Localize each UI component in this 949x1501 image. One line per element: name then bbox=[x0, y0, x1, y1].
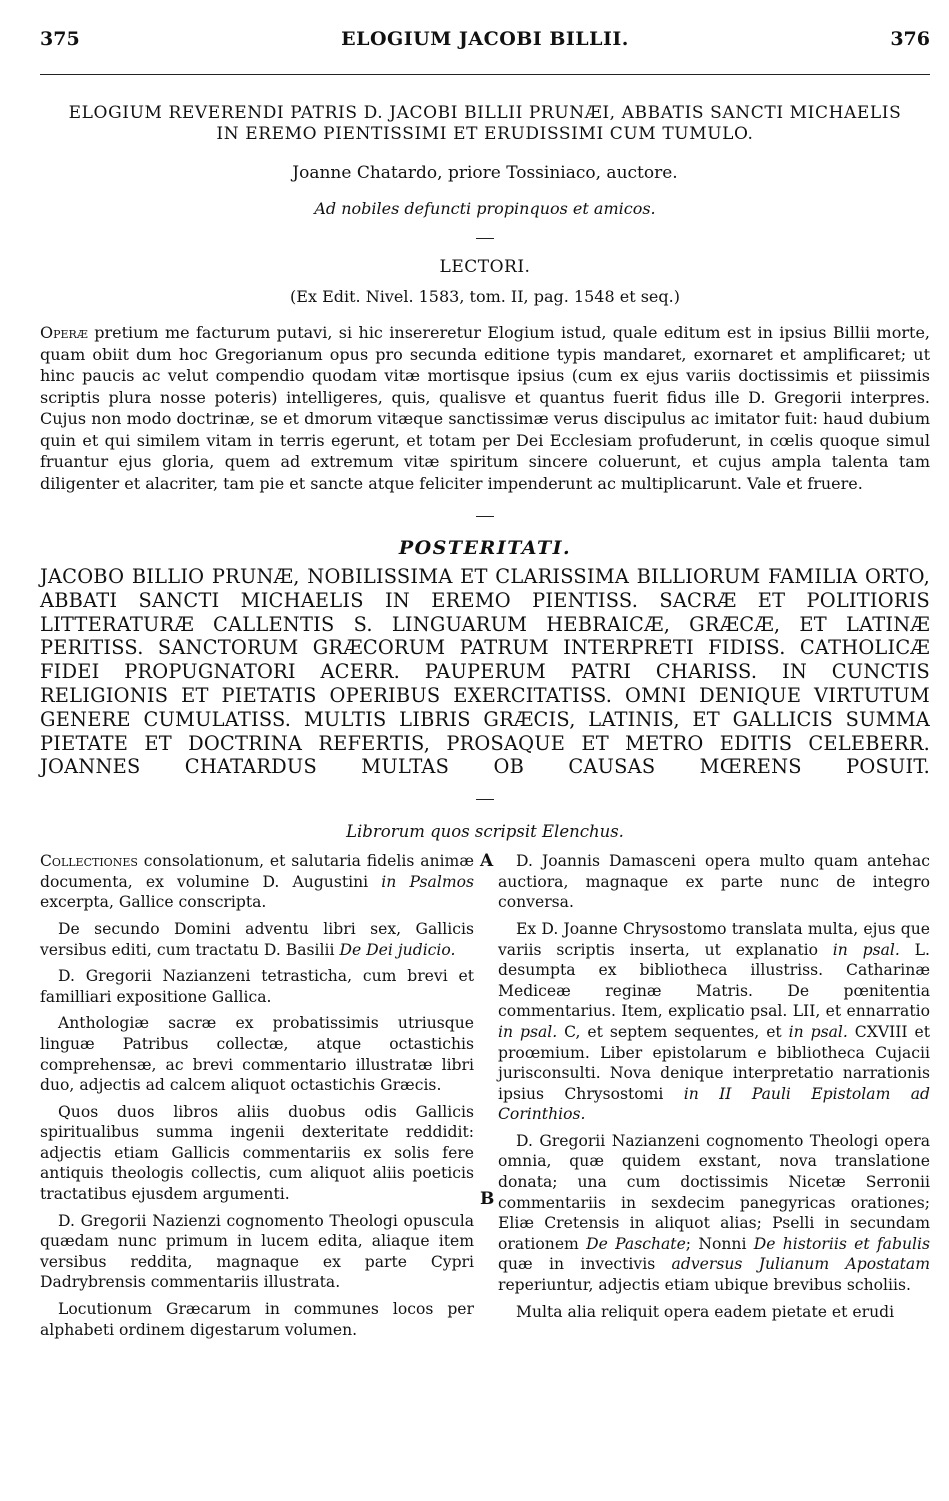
item-text: CXVIII et proœmium. Liber epistolarum e bibliotheca Cujacii jurisconsulti. Nova denique interpretatio narrationis ipsius Chrysostomi bbox=[498, 1022, 930, 1103]
list-item bbox=[498, 919, 930, 1125]
header-rule bbox=[40, 74, 930, 75]
preface-paragraph bbox=[40, 322, 930, 494]
right-column bbox=[498, 851, 930, 1328]
preface-text: pretium me facturum putavi, si hic insereretur Elogium istud, quale editum est in ipsius Billii morte, quam obiit dum hoc Gregorianum opus pro secunda editione typis mandaret, exornaret et amplificaret; ut hinc paucis ac velut compendio quodam vitæ mortisque ipsius (cum ex ejus variis doctissimis et piissimis scriptis plura nosse poteris) intelligeres, quis, qualisve et quantus fuerit fidus ille D. Gregorii interpres. Cujus non modo doctrinæ, se et dmorum vitæque sanctissimæ verus discipulus ac imitator fuit: haud dubium quin et qui similem vitam in terris egerunt, et totam per Dei Ecclesiam profuderunt, in cœlis quoque simul fruantur ejus gloria, quem ad extremum vitæ spiritum sincere coluerunt, et cujus ampla talenta tam diligenter et alacriter, tam pie et sancte atque feliciter impenderunt ac multiplicarunt. Vale et fruere. bbox=[40, 323, 930, 493]
elenchus-heading: Librorum quos scripsit Elenchus. bbox=[346, 822, 624, 842]
list-item bbox=[40, 919, 474, 960]
item-initial: Collectiones bbox=[40, 852, 138, 871]
item-text: consolationum, et salutaria fidelis animæ documenta, ex volumine D. Augustini bbox=[40, 852, 474, 891]
main-title: ELOGIUM REVERENDI PATRIS D. JACOBI BILLII PRUNÆI, ABBATIS SANCTI MICHAELIS IN EREMO PIENTISSIMI ET ERUDISSIMI CUM TUMULO. bbox=[68, 103, 902, 144]
item-text: Ex D. Joanne Chrysostomo translata multa, ejus que variis scriptis inserta, ut explanatio bbox=[498, 919, 930, 959]
running-title: ELOGIUM JACOBI BILLII. bbox=[341, 28, 629, 50]
left-column bbox=[40, 851, 474, 1346]
source-note: (Ex Edit. Nivel. 1583, tom. II, pag. 1548 et seq.) bbox=[290, 287, 680, 306]
item-text: C, et septem sequentes, et bbox=[557, 1022, 789, 1041]
item-italic: in psal. bbox=[498, 1022, 558, 1041]
list-item bbox=[40, 851, 474, 913]
preface-initial: Operæ bbox=[40, 323, 88, 342]
lectori-heading: LECTORI. bbox=[439, 257, 531, 277]
page-number-left: 375 bbox=[40, 28, 80, 50]
list-item bbox=[498, 1131, 930, 1296]
separator-dash bbox=[476, 238, 494, 239]
list-item: Quos duos libros aliis duobus odis Gallicis spiritualibus summa ingenii dexteritate reddidit: adjectis etiam Gallicis commentariis ex solis fere antiquis theologis collectis, cum aliquot aliis poeticis tractatibus ejusdem argumenti. bbox=[40, 1102, 474, 1204]
separator-dash bbox=[476, 516, 494, 517]
page bbox=[40, 28, 930, 1371]
page-number-right: 376 bbox=[890, 28, 930, 50]
margin-marker-b: B bbox=[480, 1189, 495, 1210]
list-item: Multa alia reliquit opera eadem pietate et erudi bbox=[516, 1302, 895, 1321]
list-item: D. Gregorii Nazianzeni tetrasticha, cum brevi et familliari expositione Gallica. bbox=[40, 967, 474, 1006]
dedication: Ad nobiles defuncti propinquos et amicos. bbox=[314, 199, 656, 218]
running-header bbox=[40, 28, 930, 58]
item-text: D. Gregorii Nazianzeni cognomento Theologi opera omnia, quæ quidem exstant, nova translatione donata; una cum doctissimis Nicetæ Serronii commentariis in sexdecim panegyricas orationes; Eliæ Cretensis in aliquot alias; Pselli in secundam orationem bbox=[498, 1131, 930, 1253]
item-italic: in psal. bbox=[788, 1022, 848, 1041]
item-italic: De Dei judicio. bbox=[339, 940, 456, 959]
item-italic: in psal. bbox=[832, 940, 900, 959]
epitaph-inscription: JACOBO BILLIO PRUNÆ, NOBILISSIMA ET CLARISSIMA BILLIORUM FAMILIA ORTO, ABBATI SANCTI MICHAELIS IN EREMO PIENTISS. SACRÆ ET POLITIORIS LITTERATURÆ CALLENTIS S. LINGUARUM HEBRAICÆ, GRÆCÆ, ET LATINÆ PERITISS. SANCTORUM GRÆCORUM PATRUM INTERPRETI FIDISS. CATHOLICÆ FIDEI PROPUGNATORI ACERR. PAUPERUM PATRI CHARISS. IN CUNCTIS RELIGIONIS ET PIETATIS OPERIBUS EXERCITATISS. OMNI DENIQUE VIRTUTUM GENERE CUMULATISS. MULTIS LIBRIS GRÆCIS, LATINIS, ET GALLICIS SUMMA PIETATE ET DOCTRINA REFERTIS, PROSAQUE ET METRO EDITIS CELEBERR. JOANNES CHATARDUS MULTAS OB CAUSAS MŒRENS POSUIT. bbox=[40, 565, 930, 779]
list-item: Anthologiæ sacræ ex probatissimis utriusque linguæ Patribus collectæ, atque octastichis comprehensæ, ac brevi commentario illustratæ libri duo, adjectis ad calcem aliquot octastichis Græcis. bbox=[40, 1014, 474, 1095]
item-text: De secundo Domini adventu libri sex, Gallicis versibus editi, cum tractatu D. Basilii bbox=[40, 919, 474, 959]
item-italic: De Paschate bbox=[586, 1234, 686, 1253]
item-italic: in II Pauli Epistolam ad Corinthios. bbox=[498, 1084, 930, 1124]
two-column-text bbox=[40, 851, 930, 1371]
item-italic: De historiis et fabulis bbox=[753, 1234, 930, 1253]
list-item: Locutionum Græcarum in communes locos per alphabeti ordinem digestarum volumen. bbox=[40, 1300, 474, 1339]
list-item: D. Gregorii Nazienzi cognomento Theologi opuscula quædam nunc primum in lucem edita, aliaque item versibus reddita, magnaque ex parte Cypri Dadrybrensis commentariis illustrata. bbox=[40, 1211, 474, 1292]
item-text: quæ in invectivis bbox=[498, 1255, 672, 1274]
margin-marker-a: A bbox=[480, 851, 494, 872]
item-text: excerpta, Gallice conscripta. bbox=[40, 893, 267, 912]
posteritati-heading: POSTERITATI. bbox=[398, 537, 572, 559]
item-italic: in Psalmos bbox=[381, 872, 474, 891]
item-text: ; Nonni bbox=[685, 1234, 754, 1253]
list-item: D. Joannis Damasceni opera multo quam antehac auctiora, magnaque ex parte nunc de integro conversa. bbox=[498, 852, 930, 912]
item-text: L. desumpta ex bibliotheca illustriss. Catharinæ Mediceæ reginæ Matris. De pœnitentia commentarius. Item, explicatio psal. LII, et ennarratio bbox=[498, 940, 930, 1021]
item-text: reperiuntur, adjectis etiam ubique brevibus scholiis. bbox=[498, 1276, 911, 1295]
separator-dash bbox=[476, 799, 494, 800]
author-line: Joanne Chatardo, priore Tossiniaco, auctore. bbox=[292, 163, 678, 183]
item-italic: adversus Julianum Apostatam bbox=[671, 1255, 930, 1274]
